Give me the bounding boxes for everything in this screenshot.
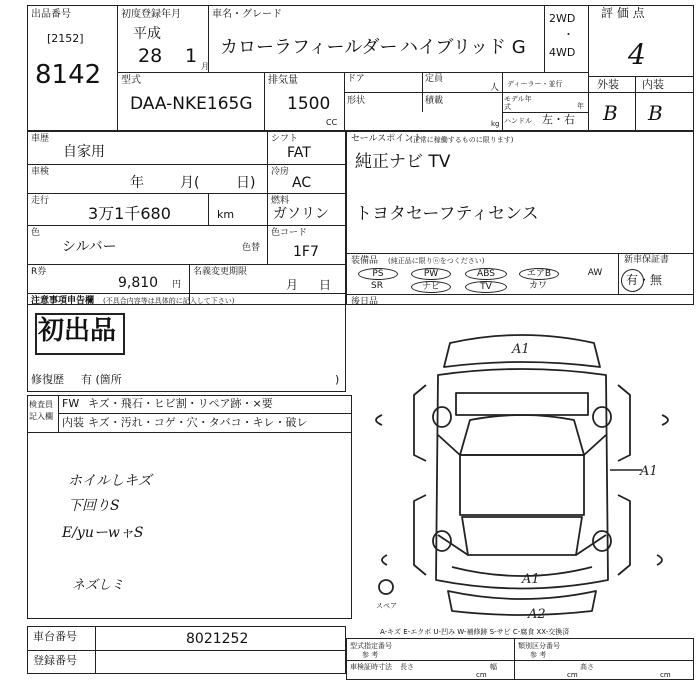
recycle-label: R券: [31, 267, 47, 277]
cc-unit: CC: [326, 118, 338, 127]
chassis: 8021252: [186, 631, 249, 647]
damage-mark-bumper: A2: [528, 607, 546, 620]
equip-label: 装備品: [351, 256, 379, 266]
drive-4wd: 4WD: [549, 46, 576, 59]
recycle: 9,810: [118, 275, 159, 291]
color-code-label: 色コード: [271, 228, 308, 238]
form-model-label: 型式指定番号: [350, 642, 392, 650]
size-width: 幅: [490, 663, 497, 671]
equip-abs: ABS: [465, 268, 507, 280]
history: 自家用: [63, 144, 105, 160]
equip-ps: PS: [358, 268, 398, 280]
sales-label: セールスポイント: [351, 134, 423, 144]
notes-note: (不具合内容等は具体的に記入して下さい): [103, 297, 235, 305]
size-length: 長さ: [400, 663, 414, 671]
size-width-unit: cm: [567, 671, 578, 679]
year: 28: [138, 45, 163, 67]
inspect-label: 検査員記入欄: [29, 400, 53, 421]
lot-number: 8142: [35, 60, 102, 90]
inspect-row1-label: FW: [62, 397, 80, 410]
shift-label: シフト: [271, 134, 299, 144]
handle-label: ハンドル: [504, 117, 532, 125]
size-height: 高さ: [580, 663, 594, 671]
size-label: 車検証時寸法: [350, 663, 392, 671]
shift: FAT: [287, 145, 311, 161]
notes-stamp: 初出品: [38, 316, 117, 346]
ext-label: 外装: [597, 78, 619, 91]
warranty-selected-circle: [621, 269, 644, 292]
ac-label: 冷房: [271, 167, 290, 177]
lot-sub: [2152]: [47, 32, 84, 45]
color-change-label: 色替: [242, 243, 261, 253]
size-height-unit: cm: [660, 671, 671, 679]
equip-pw: PW: [411, 268, 451, 280]
legend: A-キズ E-エクボ U-凹み W-補修跡 S-サビ C-腐食 XX-交換済: [380, 628, 570, 636]
sales-point-2: トヨタセーフティセンス: [355, 204, 539, 224]
inspect-row2-label: 内装: [62, 416, 84, 429]
inspection-month: 月(: [180, 175, 200, 191]
tax-day: 日: [319, 278, 332, 292]
grade: ハイブリッド G: [400, 37, 526, 58]
month-unit: 月: [201, 62, 209, 71]
damage-mark-right: A1: [640, 464, 658, 479]
drive-dot: ・: [563, 28, 574, 41]
door-label: ドア: [347, 74, 365, 84]
capacity-label: 定員: [425, 74, 444, 84]
lot-label: 出品番号: [31, 9, 71, 20]
load-label: 積載: [425, 96, 444, 106]
cc-label: 排気量: [268, 75, 298, 86]
equip-leather: カワ: [528, 281, 547, 291]
inspect-row2: キズ・汚れ・コゲ・穴・タバコ・キレ・破レ: [88, 416, 308, 429]
repair-value: 有 (箇所: [81, 373, 122, 386]
inspection-label: 車検: [31, 167, 50, 177]
car-name: カローラフィールダー: [220, 37, 398, 58]
damage-mark-front: A1: [512, 342, 530, 357]
handle-value: 左・右: [542, 113, 575, 126]
car-damage-diagram: [352, 305, 694, 620]
mileage: 3万1千680: [88, 204, 171, 223]
recycle-unit: 円: [172, 280, 182, 290]
mileage-label: 走行: [31, 196, 50, 206]
int-grade: B: [648, 101, 663, 125]
ac: AC: [292, 175, 312, 191]
sales-point-1: 純正ナビ TV: [355, 152, 451, 172]
color-label: 色: [31, 228, 41, 238]
warranty-label: 新車保証書: [624, 255, 670, 265]
name-label: 車名・グレード: [212, 9, 282, 20]
size-length-unit: cm: [476, 671, 487, 679]
ext-grade: B: [603, 101, 618, 125]
equip-navi: ナビ: [411, 281, 451, 293]
drive-2wd: 2WD: [549, 12, 576, 25]
model: DAA-NKE165G: [130, 94, 253, 114]
sales-note: (正常に稼働するものに限ります): [410, 136, 514, 144]
model-label: 型式: [121, 75, 141, 86]
reg-year-label: 初度登録年月: [121, 9, 181, 20]
mileage-unit: km: [217, 208, 235, 221]
damage-mark-rear: A1: [522, 572, 540, 587]
cc: 1500: [287, 94, 331, 114]
history-label: 車歴: [31, 134, 50, 144]
equip-note: (純正品に限りⓞをつください): [388, 257, 485, 265]
load-unit: kg: [491, 120, 500, 128]
handwritten-note-1: ホイルしキズ: [68, 473, 152, 489]
equip-aw: AW: [587, 268, 603, 278]
eval-label: 評 価 点: [601, 6, 645, 20]
reg-no-label: 登録番号: [33, 654, 77, 667]
fuel-label: 燃料: [271, 196, 290, 206]
model-year-label: モデル年式: [504, 95, 532, 111]
inspect-row1: キズ・飛石・ヒビ割・リペア跡・×要: [88, 397, 273, 410]
era: 平成: [133, 26, 161, 42]
form-class-ref: 参 考: [530, 651, 547, 659]
tax-month: 月: [286, 278, 299, 292]
shape-label: 形状: [347, 96, 366, 106]
form-model-ref: 参 考: [362, 651, 379, 659]
chassis-label: 車台番号: [33, 630, 77, 643]
header-block: [27, 5, 694, 131]
equip-airbag: エアB: [519, 268, 559, 280]
handwritten-note-3: E/yuーwャS: [62, 525, 144, 541]
color-code: 1F7: [293, 244, 319, 260]
model-year-unit: 年: [577, 102, 584, 110]
form-class-label: 類別区分番号: [518, 642, 560, 650]
notes-label: 注意事項申告欄: [31, 296, 95, 306]
repair-label: 修復歴: [31, 373, 64, 386]
handwritten-note-2: 下回りS: [68, 498, 120, 514]
fuel: ガソリン: [273, 206, 329, 222]
month: 1: [185, 45, 198, 67]
tax-label: 名義変更期限: [193, 267, 248, 277]
spare-label: スペア: [376, 602, 397, 610]
repair-close-bracket: ): [335, 373, 340, 386]
dealer-label: ディーラー・並行: [507, 80, 563, 88]
int-label: 内装: [642, 78, 664, 91]
color: シルバー: [62, 239, 117, 255]
score: 4: [628, 38, 646, 71]
capacity-unit: 人: [490, 83, 500, 93]
inspection-year: 年: [130, 175, 144, 191]
equip-tv: TV: [465, 281, 507, 293]
warranty-value: 有・無: [626, 273, 663, 287]
equip-sr: SR: [371, 281, 383, 291]
inspection-day: 日): [236, 175, 256, 191]
afterparts-label: 後日品: [351, 297, 379, 307]
handwritten-note-4: ネズしミ: [72, 578, 125, 593]
